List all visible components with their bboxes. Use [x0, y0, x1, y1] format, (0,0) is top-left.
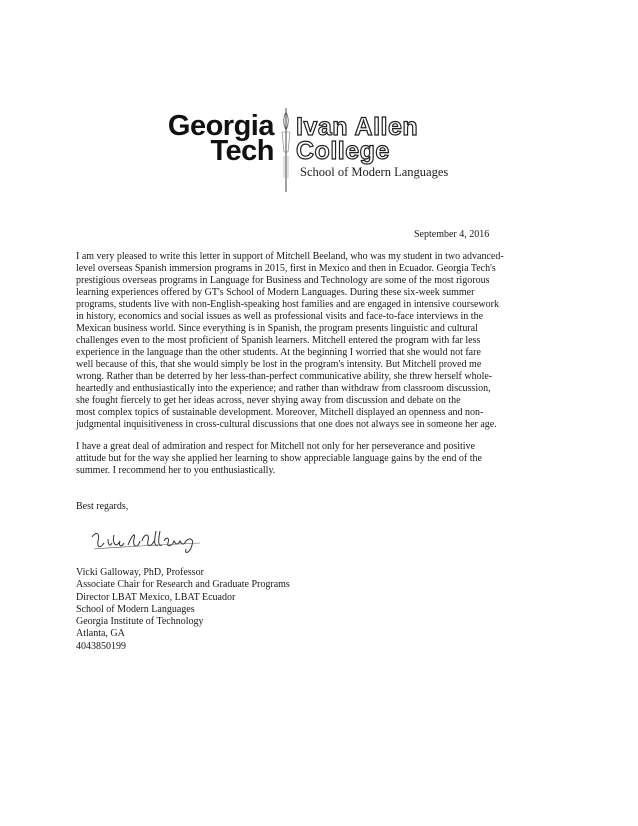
signature-block [76, 567, 290, 653]
text-line: judgmental inquisitiveness in cross-cultural discussions that one does not always see in someone her age. [76, 419, 497, 430]
text-line: summer. I recommend her to you enthusiastically. [76, 465, 276, 476]
text-line: she fought fiercely to get her ideas across, never shying away from discussion and debate on the [76, 395, 461, 406]
signature-line: Director LBAT Mexico, LBAT Ecuador [76, 591, 236, 603]
ivan-allen-college-logo [296, 115, 418, 163]
text-line: attitude but for the way she applied her learning to show appreciable language gains by the end of the [76, 453, 482, 464]
text-line: heartedly and enthusiastically into the experience; and rather than withdraw from classroom discussion, [76, 383, 491, 394]
logo-line-ivan-allen: Ivan Allen [296, 113, 419, 141]
torch-icon [279, 108, 293, 192]
text-line: level overseas Spanish immersion programs in 2015, first in Mexico and then in Ecuador. Georgia Tech's [76, 263, 496, 274]
body-paragraph-1 [76, 251, 576, 431]
text-line: most complex topics of sustainable development. Moreover, Mitchell displayed an openness and non- [76, 407, 484, 418]
handwritten-signature [88, 523, 208, 559]
text-line: well because of this, that she would simply be lost in the program's intensity. But Mitchell proved me [76, 359, 482, 370]
text-line: learning experiences offered by GT's School of Modern Languages. During these six-week summer [76, 287, 475, 298]
signature-line: School of Modern Languages [76, 603, 195, 615]
text-line: I am very pleased to write this letter in support of Mitchell Beeland, who was my student in two advanced- [76, 251, 504, 262]
logo-line-georgia: Georgia [167, 110, 274, 142]
body-paragraph-2 [76, 441, 576, 477]
school-name: School of Modern Languages [300, 165, 449, 179]
georgia-tech-logo [160, 110, 274, 167]
text-line: experience in the language than the other students. At the beginning I worried that she would not fare [76, 347, 481, 358]
signature-line: Vicki Galloway, PhD, Professor [76, 567, 204, 578]
signature-line: Georgia Institute of Technology [76, 616, 204, 628]
signature-line: Atlanta, GA [76, 628, 125, 640]
text-line: programs, students live with non-English-speaking host families and are engaged in intensive coursework [76, 299, 499, 310]
letterhead [160, 100, 460, 190]
text-line: I have a great deal of admiration and respect for Mitchell not only for her perseverance and positive [76, 441, 476, 452]
letter-date: September 4, 2016 [414, 229, 490, 240]
text-line: prestigious overseas programs in Language for Business and Technology are some of the most rigorous [76, 275, 490, 286]
text-line: wrong. Rather than be deterred by her less-than-perfect communicative ability, she threw herself whole- [76, 371, 493, 382]
logo-line-college: College [296, 137, 390, 165]
signature-line: 4043850199 [76, 640, 126, 652]
logo-line-tech: Tech [210, 135, 274, 167]
signature-line: Associate Chair for Research and Graduate Programs [76, 579, 290, 591]
text-line: Mexican business world. Since everything is in Spanish, the program presents linguistic and cultural [76, 323, 478, 334]
closing-salutation: Best regards, [76, 501, 129, 512]
text-line: challenges even to the most proficient of Spanish learners. Mitchell entered the program with far less [76, 335, 481, 346]
text-line: in history, economics and social issues as well as professional visits and face-to-face interviews in the [76, 311, 484, 322]
